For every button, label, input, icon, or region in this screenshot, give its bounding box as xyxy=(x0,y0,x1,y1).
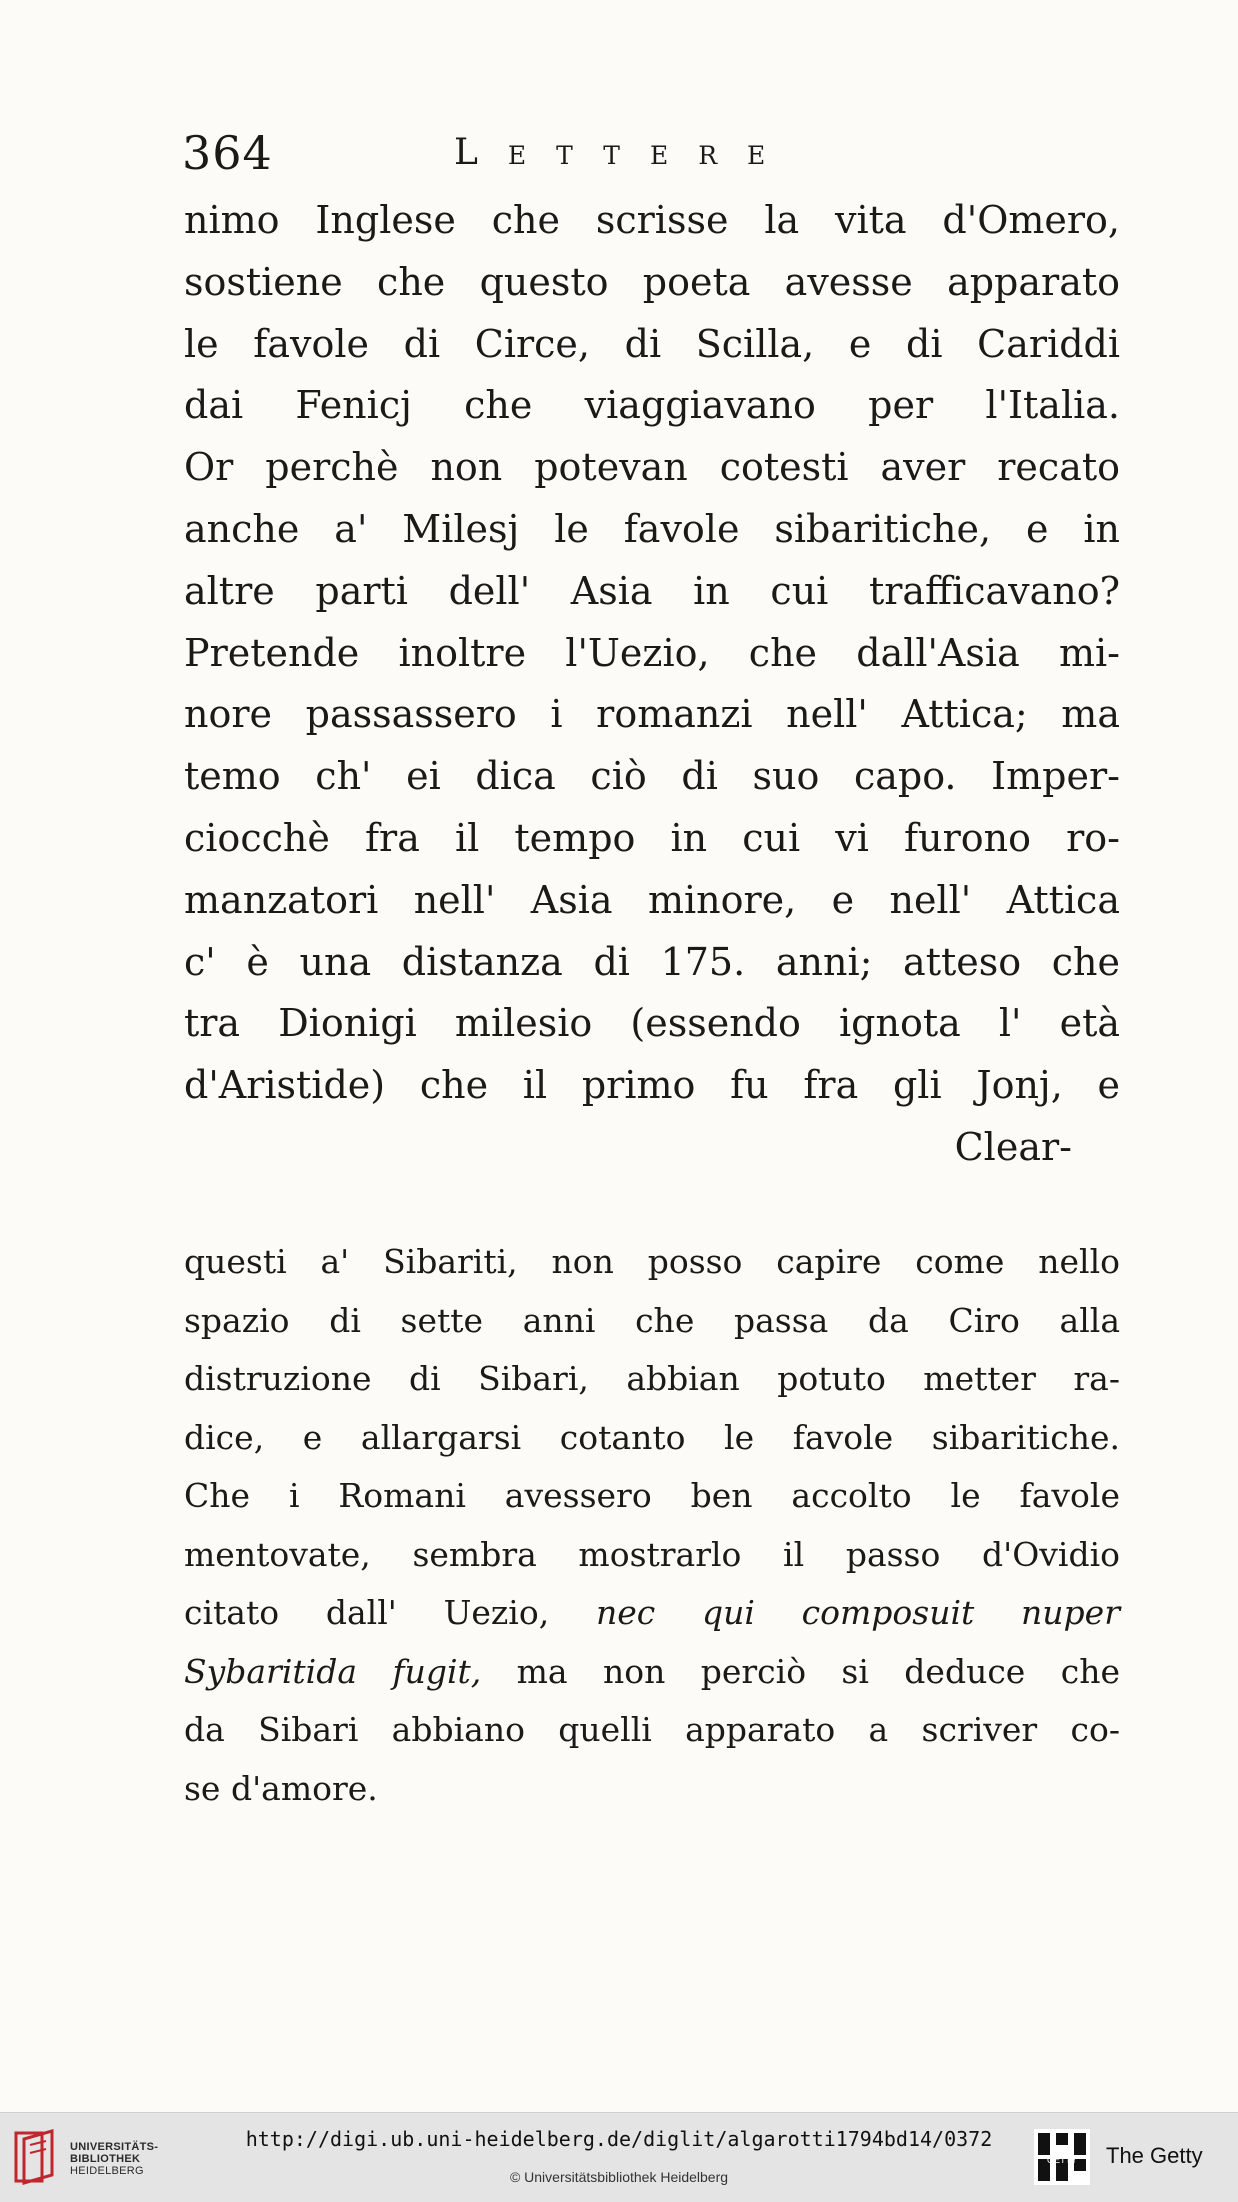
text-line: sostiene che questo poeta avesse apparato xyxy=(184,259,1120,304)
text-line: anche a' Milesj le favole sibaritiche, e in xyxy=(184,506,1120,551)
body-text-lower xyxy=(184,1233,1120,1818)
library-name-line: BIBLIOTHEK xyxy=(70,2153,141,2165)
viewer-footer xyxy=(0,2112,1238,2202)
text-line-mixed xyxy=(184,1584,1120,1643)
text-line-mixed xyxy=(184,1643,1120,1702)
text-line: c' è una distanza di 175. anni; atteso che xyxy=(184,939,1120,984)
text-line: dice, e allargarsi cotanto le favole sibaritiche. xyxy=(184,1417,1120,1457)
getty-logo-lettering: GETTY xyxy=(1046,2155,1078,2165)
latin-quotation: Sybaritida fugit, xyxy=(184,1651,482,1691)
page-number: 364 xyxy=(182,126,273,180)
text-line: temo ch' ei dica ciò di suo capo. Imper- xyxy=(184,754,1120,799)
text-line: questi a' Sibariti, non posso capire come nello xyxy=(184,1242,1120,1281)
copyright-notice: © Universitätsbibliothek Heidelberg xyxy=(509,2169,729,2185)
page-header xyxy=(182,126,1122,186)
text-line: nore passassero i romanzi nell' Attica; ma xyxy=(184,692,1120,737)
text-line: ciocchè fra il tempo in cui vi furono ro- xyxy=(184,815,1120,860)
text-line: Pretende inoltre l'Uezio, che dall'Asia mi- xyxy=(184,630,1120,675)
text-line: altre parti dell' Asia in cui trafficavano? xyxy=(184,568,1120,613)
latin-quotation: nec qui composuit nuper xyxy=(595,1593,1120,1632)
catchword: Clear- xyxy=(954,1124,1072,1169)
text-line: manzatori nell' Asia minore, e nell' Attica xyxy=(184,877,1120,922)
text-line: mentovate, sembra mostrarlo il passo d'Ovidio xyxy=(184,1534,1120,1574)
getty-logo[interactable] xyxy=(1034,2129,1224,2187)
text-line: d'Aristide) che il primo fu fra gli Jonj, e xyxy=(184,1063,1120,1108)
text-line: se d'amore. xyxy=(184,1768,378,1808)
text-line: le favole di Circe, di Scilla, e di Cariddi xyxy=(184,321,1120,366)
text-line: distruzione di Sibari, abbian potuto metter ra- xyxy=(184,1359,1120,1398)
text-line: da Sibari abbiano quelli apparato a scriver co- xyxy=(184,1710,1120,1749)
library-name-line: UNIVERSITÄTS- xyxy=(70,2141,159,2153)
text-line-prefix: citato dall' Uezio, xyxy=(184,1593,550,1632)
text-line: Che i Romani avessero ben accolto le favole xyxy=(184,1476,1120,1515)
body-text-upper xyxy=(184,190,1120,1179)
running-head: Lettere xyxy=(454,132,796,173)
text-line: tra Dionigi milesio (essendo ignota l' età xyxy=(184,1001,1120,1046)
text-line-suffix: ma non perciò si deduce che xyxy=(516,1651,1120,1691)
library-name-line: HEIDELBERG xyxy=(70,2165,144,2177)
text-line: nimo Inglese che scrisse la vita d'Omero, xyxy=(184,198,1120,242)
text-line: Or perchè non potevan cotesti aver recato xyxy=(184,445,1120,490)
text-line: spazio di sette anni che passa da Ciro alla xyxy=(184,1300,1120,1340)
permalink-url[interactable]: http://digi.ub.uni-heidelberg.de/diglit/algarotti1794bd14/0372 xyxy=(245,2127,993,2151)
getty-label: The Getty xyxy=(1106,2143,1203,2168)
text-line: dai Fenicj che viaggiavano per l'Italia. xyxy=(184,383,1120,428)
getty-logo-icon xyxy=(1034,2129,1090,2185)
